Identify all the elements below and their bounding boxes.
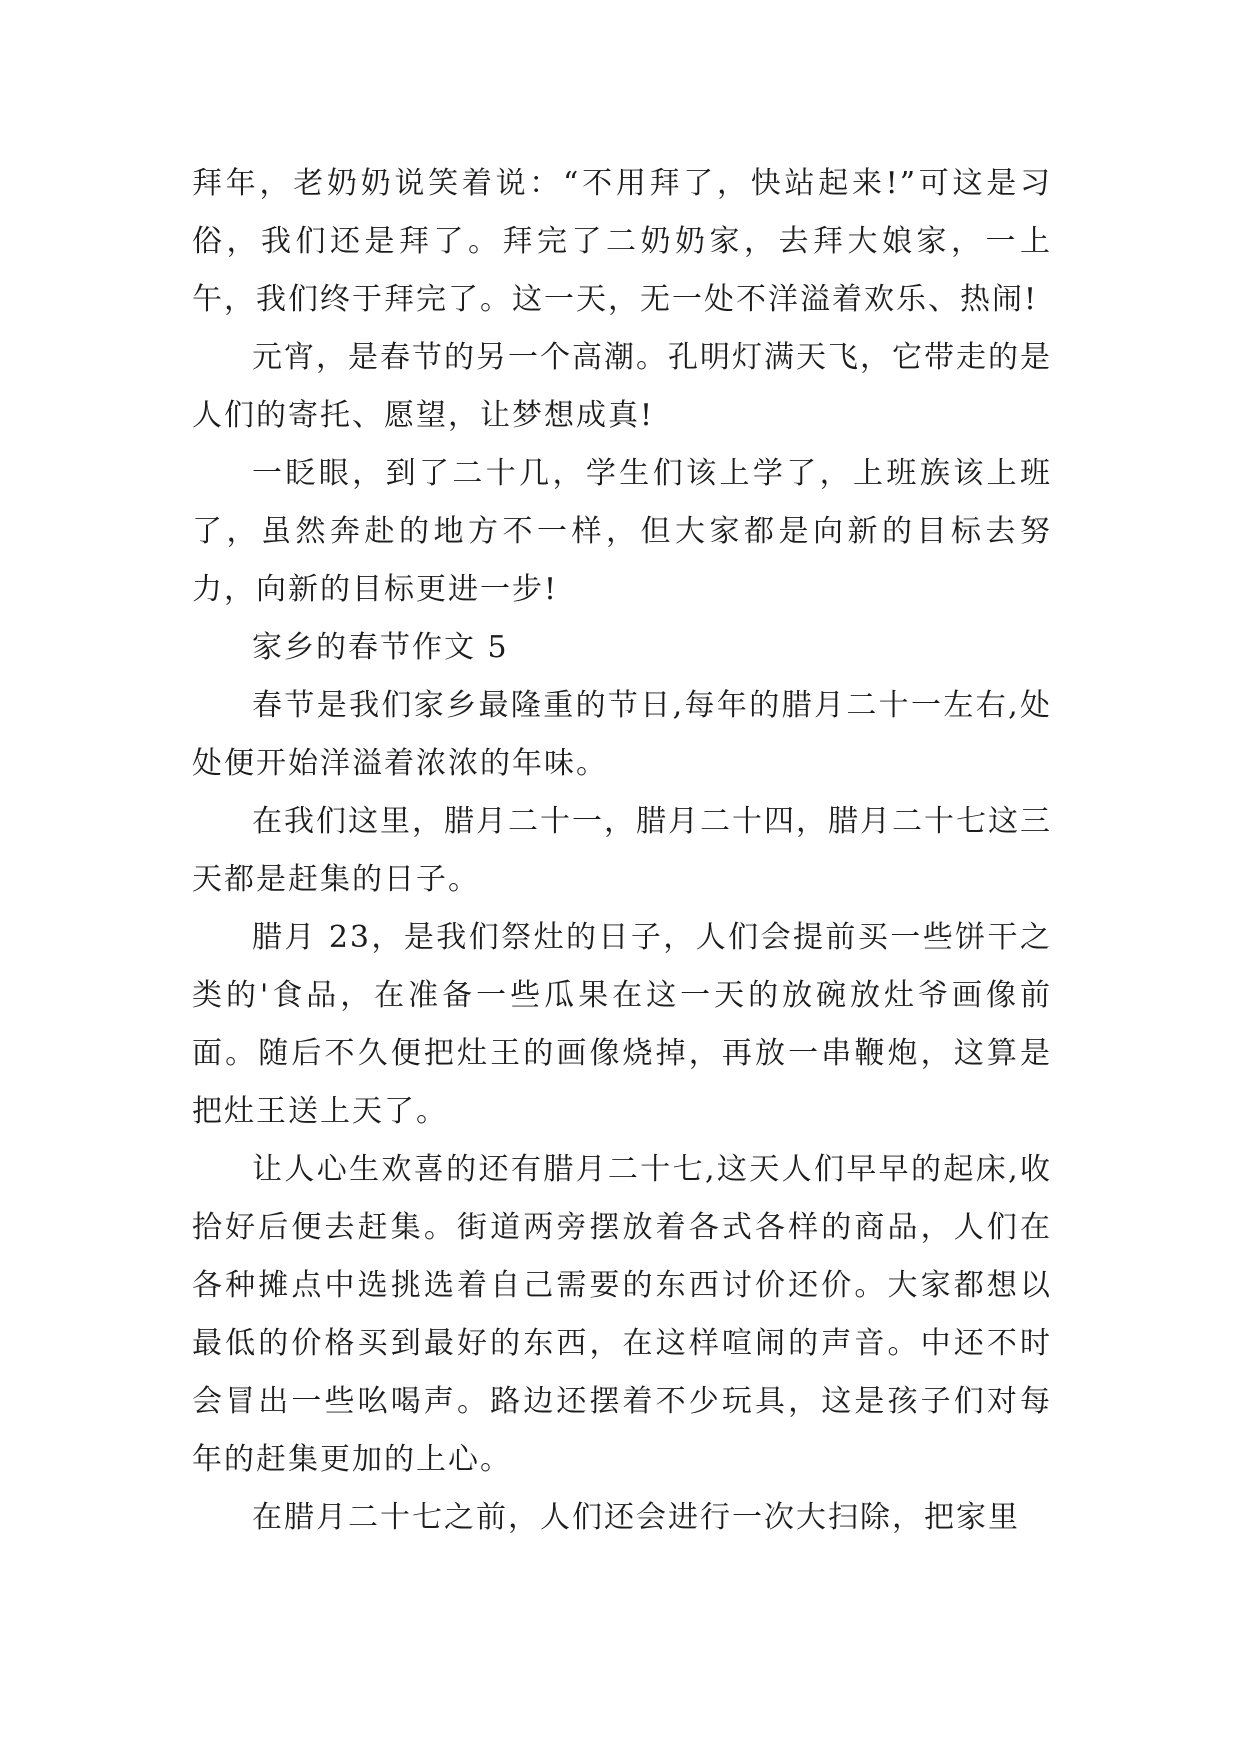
paragraph-back-to-school: 一眨眼，到了二十几，学生们该上学了，上班族该上班了，虽然奔赴的地方不一样，但大家都是向新的目标去努力，向新的目标更进一步! bbox=[192, 456, 1052, 607]
paragraph-market-scene: 让人心生欢喜的还有腊月二十七,这天人们早早的起床,收拾好后便去赶集。街道两旁摆放着各式各样的商品，人们在各种摊点中选挑选着自己需要的东西讨价还价。大家都想以最低的价格买到最好的东西，在这样喧闹的声音。中还不时会冒出一些吆喝声。路边还摆着不少玩具，这是孩子们对每年的赶集更加的上心。 bbox=[192, 1152, 1052, 1477]
paragraph-festival-intro: 春节是我们家乡最隆重的节日,每年的腊月二十一左右,处处便开始洋溢着浓浓的年味。 bbox=[192, 688, 1052, 781]
paragraph-lantern-festival: 元宵，是春节的另一个高潮。孔明灯满天飞，它带走的是人们的寄托、愿望，让梦想成真! bbox=[192, 340, 1052, 433]
paragraph-continuation: 拜年，老奶奶说笑着说：“不用拜了，快站起来!”可这是习俗，我们还是拜了。拜完了二奶奶家，去拜大娘家，一上午，我们终于拜完了。这一天，无一处不洋溢着欢乐、热闹! bbox=[192, 166, 1052, 317]
paragraph-kitchen-god: 腊月 23，是我们祭灶的日子，人们会提前买一些饼干之类的'食品，在准备一些瓜果在这一天的放碗放灶爷画像前面。随后不久便把灶王的画像烧掉，再放一串鞭炮，这算是把灶王送上天了。 bbox=[192, 920, 1052, 1129]
section-heading: 家乡的春节作文 5 bbox=[252, 630, 509, 665]
paragraph-cleaning: 在腊月二十七之前，人们还会进行一次大扫除，把家里 bbox=[252, 1500, 1020, 1535]
document-body bbox=[192, 155, 1052, 1547]
paragraph-market-days: 在我们这里，腊月二十一，腊月二十四，腊月二十七这三天都是赶集的日子。 bbox=[192, 804, 1052, 897]
